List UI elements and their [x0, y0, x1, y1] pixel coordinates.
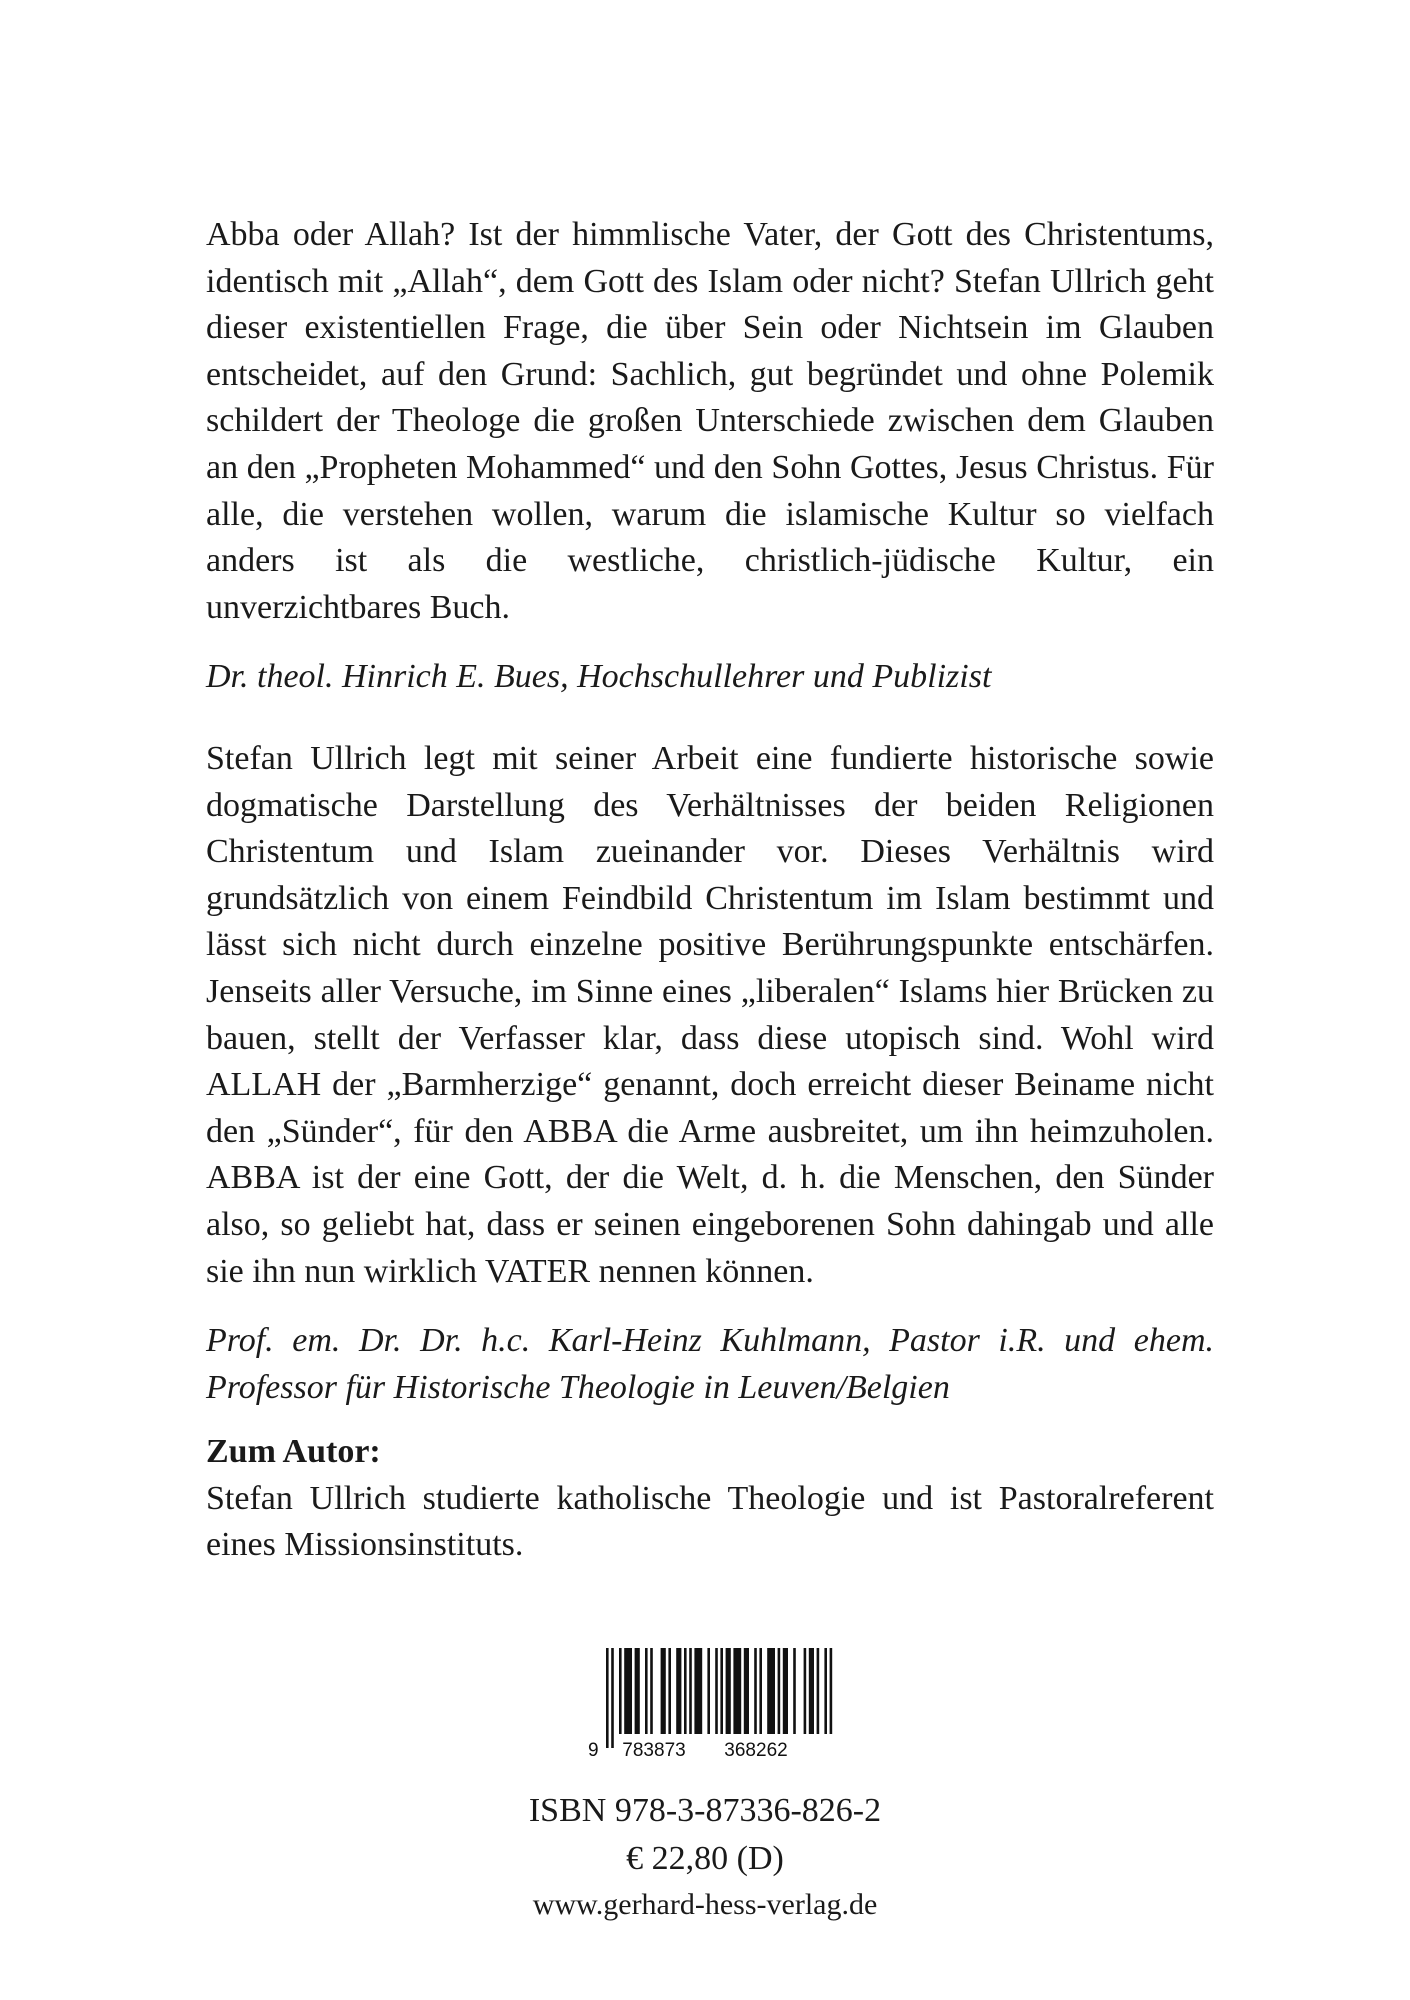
barcode-bar: [684, 1648, 687, 1734]
barcode-bar: [689, 1648, 692, 1734]
about-author-text: Stefan Ullrich studierte katholische Theologie und ist Pastoralreferent eines Missionsinstituts.: [206, 1479, 1214, 1564]
barcode-bar: [715, 1648, 718, 1734]
barcode-bar: [809, 1648, 814, 1734]
barcode-bar: [733, 1648, 741, 1734]
barcode-digits-right: 368262: [724, 1740, 788, 1760]
barcode-bar: [720, 1648, 723, 1734]
barcode-bar: [783, 1648, 788, 1734]
barcode-bar: [726, 1648, 731, 1734]
about-author-section: [206, 1429, 1214, 1569]
barcode-bar: [793, 1648, 796, 1734]
isbn-number: ISBN 978-3-87336-826-2: [528, 1792, 882, 1829]
barcode-bar: [817, 1648, 820, 1734]
blurb-endorsement-2: [206, 736, 1214, 1295]
isbn-barcode: [584, 1648, 834, 1760]
barcode-bar: [804, 1648, 807, 1734]
blurb-2-attribution: Prof. em. Dr. Dr. h.c. Karl-Heinz Kuhlmann, Pastor i.R. und ehem. Professor für Historische Theologie in Leuven/Belgien: [206, 1322, 1214, 1406]
barcode-bar: [606, 1648, 609, 1748]
barcode-bar: [661, 1648, 666, 1734]
barcode-bar: [624, 1648, 632, 1734]
barcode-bar: [635, 1648, 640, 1734]
barcode-bar: [619, 1648, 622, 1734]
blurb-2-text: Stefan Ullrich legt mit seiner Arbeit eine fundierte historische sowie dogmatische Darstellung des Verhältnisses der beiden Religionen Christentum und Islam zueinander vor. Dieses Verhältnis wird grundsätzlich von einem Feindbild Christentum im Islam bestimmt und lässt sich nicht durch einzelne positive Berührungspunkte entschärfen. Jenseits aller Versuche, im Sinne eines „liberalen“ Islams hier Brücken zu bauen, stellt der Verfasser klar, dass diese utopisch sind. Wohl wird ALLAH der „Barmherzige“ genannt, doch erreicht dieser Beiname nicht den „Sünder“, für den ABBA die Arme ausbreitet, um ihn heimzuholen. ABBA ist der eine Gott, der die Welt, d. h. die Menschen, den Sünder also, so geliebt hat, dass er seinen eingeborenen Sohn dahingab und alle sie ihn nun wirklich VATER nennen können.: [206, 740, 1214, 1290]
barcode-bar: [824, 1648, 827, 1734]
barcode-digits-left: 783873: [622, 1740, 686, 1760]
about-author-heading: Zum Autor:: [206, 1433, 381, 1470]
barcode-bar: [754, 1648, 757, 1734]
publisher-website: www.gerhard-hess-verlag.de: [532, 1888, 878, 1921]
barcode-bar: [650, 1648, 653, 1734]
barcode-bar: [676, 1648, 681, 1734]
barcode-bar: [744, 1648, 749, 1734]
barcode-bar: [645, 1648, 648, 1734]
barcode-bar: [830, 1648, 833, 1734]
price: € 22,80 (D): [626, 1840, 784, 1877]
blurb-endorsement-1: [206, 212, 1214, 631]
barcode-bar: [611, 1648, 614, 1748]
blurb-1-attribution: Dr. theol. Hinrich E. Bues, Hochschullehrer und Publizist: [206, 658, 992, 695]
barcode-bar: [694, 1648, 702, 1734]
barcode-bar: [778, 1648, 781, 1734]
barcode-bar: [668, 1648, 671, 1734]
barcode-bar: [707, 1648, 710, 1734]
barcode-digit-first: 9: [588, 1740, 599, 1760]
barcode-bar: [767, 1648, 775, 1734]
barcode-bar: [759, 1648, 762, 1734]
blurb-1-text: Abba oder Allah? Ist der himmlische Vater, der Gott des Christentums, identisch mit „Allah“, dem Gott des Islam oder nicht? Stefan Ullrich geht dieser existentiellen Frage, die über Sein oder Nichtsein im Glauben entscheidet, auf den Grund: Sachlich, gut begründet und ohne Polemik schildert der Theologe die großen Unterschiede zwischen dem Glauben an den „Propheten Mohammed“ und den Sohn Gottes, Jesus Christus. Für alle, die verstehen wollen, warum die islamische Kultur so vielfach anders ist als die westliche, christlich-jüdische Kultur, ein unverzichtbares Buch.: [206, 216, 1214, 626]
